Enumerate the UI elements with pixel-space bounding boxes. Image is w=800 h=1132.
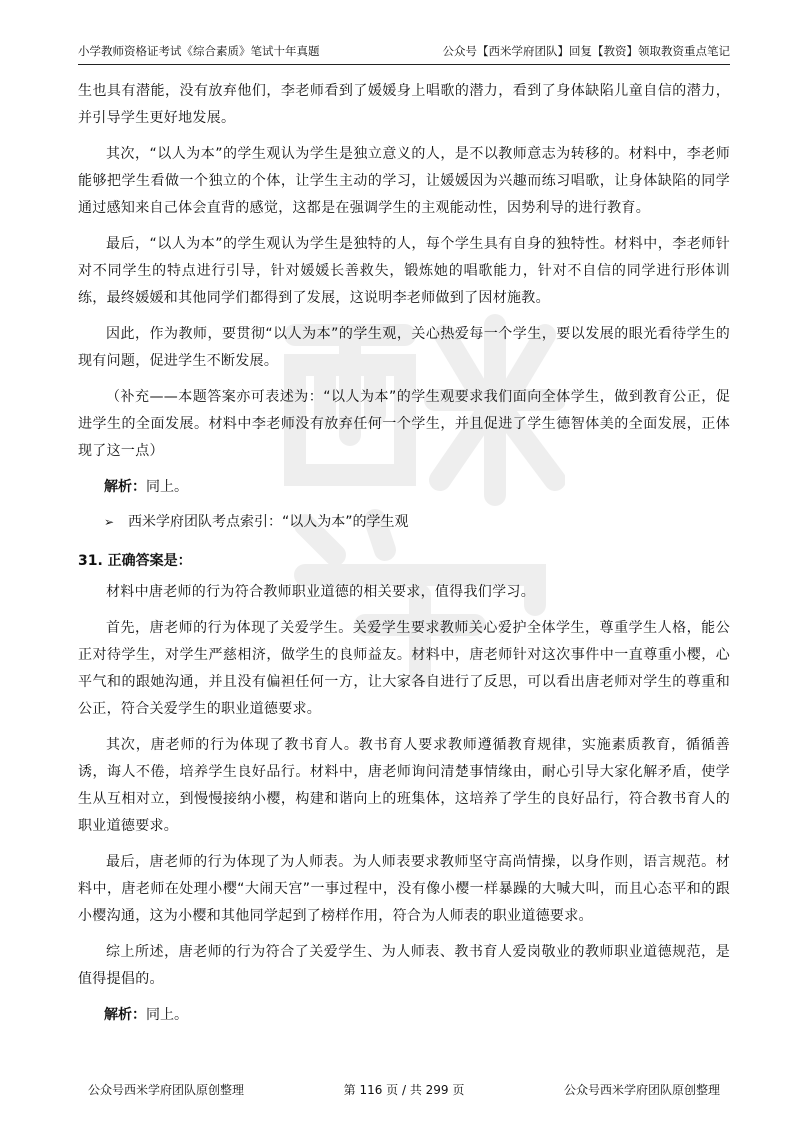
analysis-line	[104, 474, 730, 501]
analysis-label: 解析：	[104, 479, 146, 495]
analysis-label: 解析：	[104, 1007, 146, 1023]
keypoint-text: 西米学府团队考点索引：“以人为本”的学生观	[128, 514, 409, 530]
page-footer	[78, 1080, 730, 1100]
page-header	[78, 40, 730, 65]
analysis-text: 同上。	[146, 1007, 188, 1023]
paragraph: 材料中唐老师的行为符合教师职业道德的相关要求，值得我们学习。	[106, 584, 535, 600]
arrow-bullet-icon: ➢	[104, 515, 115, 529]
paragraph: 最后，“以人为本”的学生观认为学生是独特的人，每个学生具有自身的独特性。材料中，李老师针对不同学生的特点进行引导，针对媛媛长善救失，锻炼她的唱歌能力，针对不自信的同学进行形体训练，最终媛媛和其他同学们都得到了发展，这说明李老师做到了因材施教。	[78, 236, 730, 306]
paragraph: 生也具有潜能，没有放弃他们，李老师看到了媛媛身上唱歌的潜力，看到了身体缺陷儿童自信的潜力，并引导学生更好地发展。	[78, 83, 730, 126]
footer-right: 公众号西米学府团队原创整理	[563, 1083, 720, 1097]
page-content	[78, 78, 730, 1037]
supplement-paragraph: （补充——本题答案亦可表述为：“以人为本”的学生观要求我们面向全体学生，做到教育公正，促进学生的全面发展。材料中李老师没有放弃任何一个学生，并且促进了学生德智体美的全面发展，正体现了这一点）	[78, 389, 730, 459]
paragraph: 其次，“以人为本”的学生观认为学生是独立意义的人，是不以教师意志为转移的。材料中，李老师能够把学生看做一个独立的个体，让学生主动的学习，让媛媛因为兴趣而练习唱歌，让身体缺陷的同学通过感知来自己体会直背的感觉，这都是在强调学生的主观能动性，因势利导的进行教育。	[78, 146, 730, 216]
analysis-line	[104, 1002, 730, 1029]
paragraph: 综上所述，唐老师的行为符合了关爱学生、为人师表、教书育人爱岗敬业的教师职业道德规范，是值得提倡的。	[78, 944, 730, 987]
header-doc-title: 小学教师资格证考试《综合素质》笔试十年真题	[78, 44, 320, 58]
analysis-text: 同上。	[146, 479, 188, 495]
header-promo: 公众号【西米学府团队】回复【教资】领取教资重点笔记	[442, 44, 730, 58]
page-number: 第 116 页 / 共 299 页	[343, 1083, 465, 1097]
paragraph: 因此，作为教师，要贯彻“以人为本”的学生观，关心热爱每一个学生，要以发展的眼光看待学生的现有问题，促进学生不断发展。	[78, 326, 730, 369]
footer-left: 公众号西米学府团队原创整理	[88, 1083, 245, 1097]
question-title: 31. 正确答案是：	[78, 553, 192, 569]
paragraph: 最后，唐老师的行为体现了为人师表。为人师表要求教师坚守高尚情操，以身作则，语言规范。材料中，唐老师在处理小樱“大闹天宫”一事过程中，没有像小樱一样暴躁的大喊大叫，而且心态平和的跟小樱沟通，这为小樱和其他同学起到了榜样作用，符合为人师表的职业道德要求。	[78, 854, 730, 924]
paragraph: 其次，唐老师的行为体现了教书育人。教书育人要求教师遵循教育规律，实施素质教育，循循善诱，诲人不倦，培养学生良好品行。材料中，唐老师询问清楚事情缘由，耐心引导大家化解矛盾，使学生从互相对立，到慢慢接纳小樱，构建和谐向上的班集体，这培养了学生的良好品行，符合教书育人的职业道德要求。	[78, 737, 730, 834]
keypoint-index	[104, 509, 730, 536]
paragraph: 首先，唐老师的行为体现了关爱学生。关爱学生要求教师关心爱护全体学生，尊重学生人格，能公正对待学生，对学生严慈相济，做学生的良师益友。材料中，唐老师针对这次事件中一直尊重小樱，心平气和的跟她沟通，并且没有偏袒任何一方，让大家各自进行了反思，可以看出唐老师对学生的尊重和公正，符合关爱学生的职业道德要求。	[78, 620, 730, 717]
